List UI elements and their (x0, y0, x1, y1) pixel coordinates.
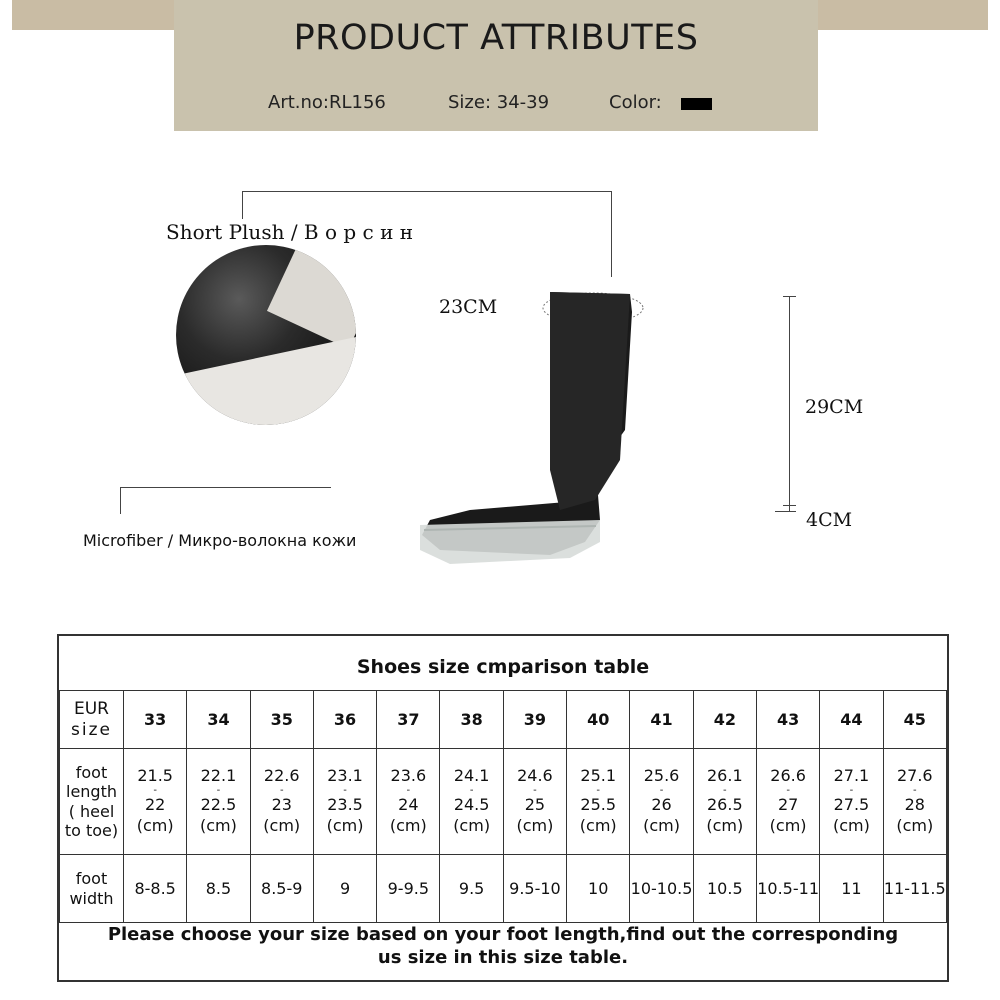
foot-width-cell: 10.5 (693, 855, 756, 923)
eur-size-cell: 33 (124, 691, 187, 749)
height-dimension-tick-mid (783, 505, 796, 506)
foot-width-cell: 10 (567, 855, 630, 923)
foot-length-label-2: length (66, 782, 117, 802)
eur-label-line1: EUR (74, 699, 109, 720)
length-min: 26.1 (707, 766, 743, 786)
eur-size-cell: 44 (820, 691, 883, 749)
foot-width-cell: 9-9.5 (377, 855, 440, 923)
microfiber-label: Microfiber / Микро-волокна кожи (83, 531, 357, 550)
plush-callout-line-top (242, 191, 612, 192)
foot-length-cell (440, 749, 503, 855)
length-unit: (cm) (136, 815, 174, 835)
foot-width-label-1: foot (75, 869, 108, 889)
length-dash: - (723, 785, 727, 797)
foot-width-cell: 8.5 (187, 855, 250, 923)
foot-length-cell (630, 749, 693, 855)
eur-size-cell: 45 (883, 691, 946, 749)
foot-width-cell: 8.5-9 (250, 855, 313, 923)
foot-length-label-3: ( heel (68, 801, 115, 821)
eur-size-cell: 37 (377, 691, 440, 749)
color-label: Color: (609, 92, 662, 113)
eur-size-cell: 38 (440, 691, 503, 749)
length-min: 22.1 (200, 766, 237, 786)
plush-label: Short Plush / В о р с и н (166, 220, 414, 244)
length-min: 24.1 (453, 766, 490, 786)
length-min: 22.6 (263, 766, 300, 786)
length-dash: - (343, 785, 347, 797)
length-unit: (cm) (643, 815, 680, 835)
color-swatch (681, 98, 712, 110)
length-unit: (cm) (769, 815, 807, 835)
length-max: 26.5 (707, 795, 743, 815)
length-unit: (cm) (706, 815, 744, 835)
eur-size-cell: 35 (250, 691, 313, 749)
foot-length-cell (124, 749, 187, 855)
length-max: 24 (398, 795, 419, 815)
foot-width-cell: 10.5-11 (756, 855, 819, 923)
length-max: 25.5 (580, 795, 617, 815)
top-band-left (12, 0, 174, 30)
eur-size-cell: 43 (756, 691, 819, 749)
length-min: 23.1 (327, 766, 363, 786)
length-min: 23.6 (390, 766, 427, 786)
eur-label-line2: size (71, 719, 112, 740)
length-unit: (cm) (200, 815, 237, 835)
foot-width-header (60, 855, 124, 923)
circumference-label: 23CM (439, 296, 498, 318)
foot-width-cell: 9 (313, 855, 376, 923)
foot-width-label-2: width (69, 888, 114, 908)
size-range: Size: 34-39 (448, 92, 550, 113)
foot-width-cell: 11-11.5 (883, 855, 946, 923)
length-max: 22 (144, 795, 166, 815)
length-unit: (cm) (832, 815, 870, 835)
foot-width-cell: 9.5-10 (503, 855, 566, 923)
plush-callout-line-right (611, 191, 612, 277)
foot-length-cell (693, 749, 756, 855)
length-dash: - (659, 785, 664, 797)
length-min: 25.1 (580, 766, 617, 786)
length-dash: - (849, 785, 854, 797)
length-max: 26 (651, 795, 672, 815)
length-dash: - (533, 785, 537, 797)
length-max: 27.5 (833, 795, 870, 815)
length-max: 28 (904, 795, 925, 815)
length-min: 21.5 (137, 766, 173, 786)
eur-size-cell: 34 (187, 691, 250, 749)
foot-length-cell (503, 749, 566, 855)
length-max: 23.5 (327, 795, 363, 815)
length-dash: - (786, 785, 790, 797)
plush-callout-line-left (242, 191, 243, 219)
eur-size-cell: 41 (630, 691, 693, 749)
length-unit: (cm) (516, 815, 554, 835)
table-title: Shoes size cmparison table (356, 656, 650, 678)
foot-length-label-4: to toe) (64, 820, 119, 840)
length-max: 24.5 (453, 795, 490, 815)
length-dash: - (912, 785, 917, 797)
foot-length-cell (883, 749, 946, 855)
size-comparison-table (57, 634, 949, 982)
size-footnote (59, 924, 947, 969)
length-min: 24.6 (517, 766, 553, 786)
foot-width-cell: 9.5 (440, 855, 503, 923)
length-dash: - (216, 785, 221, 797)
length-unit: (cm) (579, 815, 617, 835)
height-dimension-line (789, 296, 790, 512)
length-min: 26.6 (770, 766, 806, 786)
microfiber-callout-line-down (120, 487, 121, 514)
article-number: Art.no:RL156 (268, 92, 386, 113)
size-table-grid (59, 690, 947, 923)
heel-height-label: 4CM (806, 509, 853, 531)
length-dash: - (153, 785, 157, 797)
foot-length-cell (756, 749, 819, 855)
top-band-right (818, 0, 988, 30)
shaft-height-label: 29CM (805, 396, 864, 418)
foot-length-header (60, 749, 124, 855)
foot-width-cell: 8-8.5 (124, 855, 187, 923)
eur-size-cell: 39 (503, 691, 566, 749)
microfiber-callout-line (120, 487, 331, 488)
length-min: 27.1 (833, 766, 870, 786)
length-max: 27 (777, 795, 799, 815)
length-dash: - (469, 785, 474, 797)
eur-size-cell: 36 (313, 691, 376, 749)
length-min: 25.6 (643, 766, 680, 786)
length-dash: - (406, 785, 411, 797)
eur-size-header (60, 691, 124, 749)
foot-length-cell (313, 749, 376, 855)
length-max: 25 (524, 795, 546, 815)
length-max: 23 (271, 795, 292, 815)
footnote-line2: us size in this size table. (377, 946, 629, 968)
page-title: PRODUCT ATTRIBUTES (293, 18, 699, 58)
eur-size-cell: 40 (567, 691, 630, 749)
length-unit: (cm) (389, 815, 427, 835)
foot-length-cell (250, 749, 313, 855)
foot-length-cell (187, 749, 250, 855)
length-unit: (cm) (896, 815, 934, 835)
footnote-line1: Please choose your size based on your foot length,find out the corresponding (107, 924, 899, 945)
foot-length-cell (820, 749, 883, 855)
height-dimension-tick-bottom (775, 511, 796, 512)
foot-width-cell: 10-10.5 (630, 855, 693, 923)
length-unit: (cm) (326, 815, 364, 835)
length-max: 22.5 (200, 795, 237, 815)
length-dash: - (596, 785, 601, 797)
foot-width-cell: 11 (820, 855, 883, 923)
header-box (174, 0, 818, 131)
length-unit: (cm) (263, 815, 301, 835)
eur-size-cell: 42 (693, 691, 756, 749)
length-dash: - (279, 785, 284, 797)
foot-length-label-1: foot (75, 763, 108, 783)
length-min: 27.6 (896, 766, 933, 786)
length-unit: (cm) (453, 815, 491, 835)
foot-length-cell (567, 749, 630, 855)
height-dimension-tick-top (783, 296, 796, 297)
plush-closeup-image (176, 245, 356, 425)
boot-image (410, 280, 650, 580)
foot-length-cell (377, 749, 440, 855)
